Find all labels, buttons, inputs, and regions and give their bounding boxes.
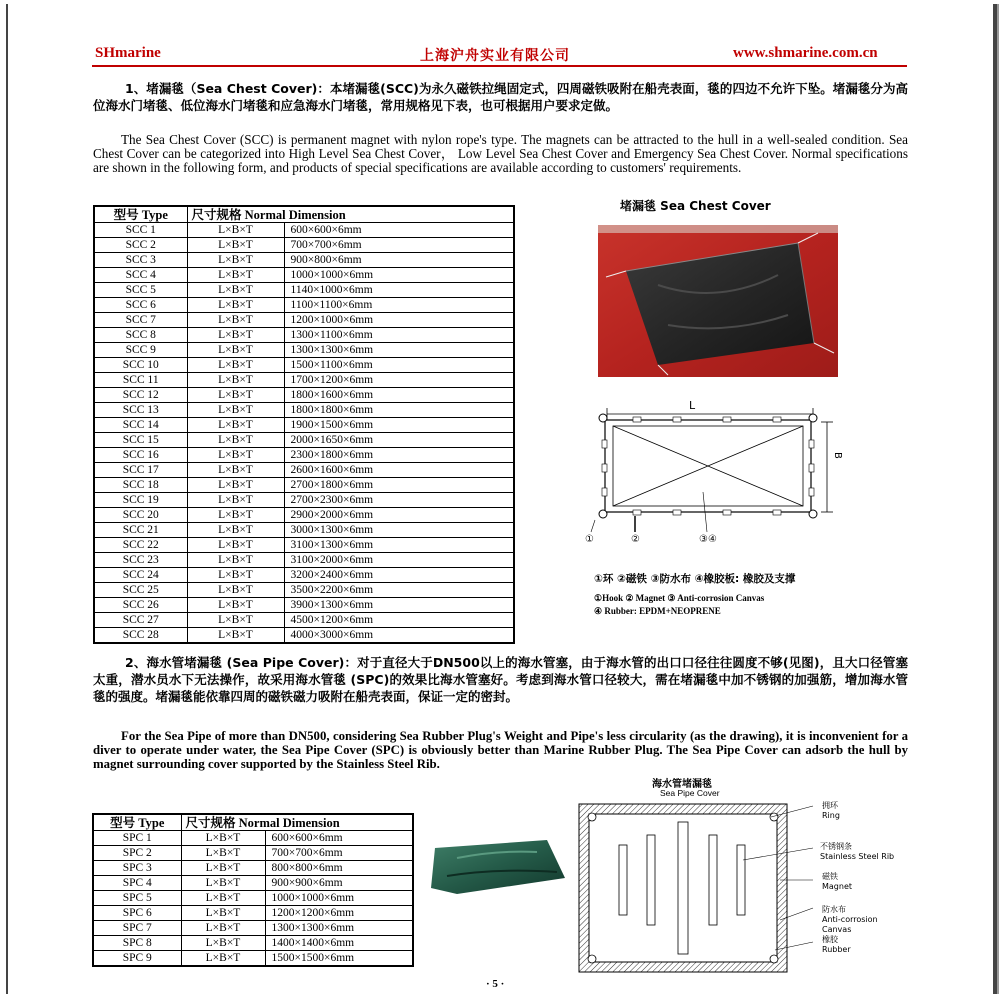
scc-legend-en-1: ①Hook ② Magnet ③ Anti-corrosion Canvas <box>594 593 765 603</box>
cell-lbt: L×B×T <box>187 433 284 448</box>
table-row <box>94 403 514 418</box>
spc-label-magnet-cn: 磁铁 <box>822 872 838 881</box>
cell-dimension: 700×700×6mm <box>265 846 413 861</box>
cell-lbt: L×B×T <box>187 478 284 493</box>
cell-dimension: 3100×2000×6mm <box>284 553 514 568</box>
spc-label-rib-cn: 不锈钢条 <box>820 842 852 851</box>
callout-2: ② <box>631 534 640 545</box>
spc-label-magnet <box>822 872 852 892</box>
table-row <box>94 478 514 493</box>
cell-dimension: 1300×1300×6mm <box>284 343 514 358</box>
spc-label-ring <box>822 801 840 821</box>
cell-dimension: 1800×1800×6mm <box>284 403 514 418</box>
cell-type: SPC 1 <box>93 831 181 846</box>
table-row <box>94 283 514 298</box>
table-row <box>93 906 413 921</box>
table-row <box>94 253 514 268</box>
cell-type: SPC 5 <box>93 891 181 906</box>
cell-dimension: 1200×1200×6mm <box>265 906 413 921</box>
cell-lbt: L×B×T <box>187 613 284 628</box>
header-dimension: 尺寸规格 Normal Dimension <box>187 206 514 223</box>
cell-dimension: 600×600×6mm <box>284 223 514 238</box>
cell-dimension: 2700×2300×6mm <box>284 493 514 508</box>
cell-lbt: L×B×T <box>187 418 284 433</box>
cell-dimension: 3500×2200×6mm <box>284 583 514 598</box>
table-row <box>94 358 514 373</box>
table-row <box>94 583 514 598</box>
cell-lbt: L×B×T <box>187 268 284 283</box>
cell-type: SCC 14 <box>94 418 187 433</box>
cell-lbt: L×B×T <box>181 936 265 951</box>
table-row <box>94 313 514 328</box>
cell-dimension: 3200×2400×6mm <box>284 568 514 583</box>
cell-type: SPC 4 <box>93 876 181 891</box>
cell-lbt: L×B×T <box>181 831 265 846</box>
cell-dimension: 3000×1300×6mm <box>284 523 514 538</box>
cell-type: SCC 19 <box>94 493 187 508</box>
brand-name: SHmarine <box>95 45 161 61</box>
table-row <box>94 538 514 553</box>
cell-lbt: L×B×T <box>187 553 284 568</box>
table-row <box>94 343 514 358</box>
cell-dimension: 3100×1300×6mm <box>284 538 514 553</box>
cell-lbt: L×B×T <box>187 253 284 268</box>
header-rule <box>92 65 907 67</box>
cell-lbt: L×B×T <box>187 343 284 358</box>
cell-dimension: 1500×1500×6mm <box>265 951 413 967</box>
table-row <box>94 268 514 283</box>
cell-lbt: L×B×T <box>187 508 284 523</box>
table-row <box>94 373 514 388</box>
cell-lbt: L×B×T <box>181 876 265 891</box>
cell-type: SCC 1 <box>94 223 187 238</box>
cell-type: SPC 8 <box>93 936 181 951</box>
table-row <box>94 388 514 403</box>
cell-type: SPC 2 <box>93 846 181 861</box>
table-row <box>94 523 514 538</box>
cell-dimension: 2300×1800×6mm <box>284 448 514 463</box>
header-type: 型号 Type <box>93 814 181 831</box>
cell-lbt: L×B×T <box>187 568 284 583</box>
cell-dimension: 3900×1300×6mm <box>284 598 514 613</box>
cell-type: SCC 10 <box>94 358 187 373</box>
cell-type: SCC 12 <box>94 388 187 403</box>
table-row <box>93 846 413 861</box>
cell-dimension: 2600×1600×6mm <box>284 463 514 478</box>
cell-dimension: 1300×1100×6mm <box>284 328 514 343</box>
cell-dimension: 1400×1400×6mm <box>265 936 413 951</box>
cell-dimension: 4000×3000×6mm <box>284 628 514 644</box>
table-row <box>94 613 514 628</box>
cell-dimension: 2700×1800×6mm <box>284 478 514 493</box>
table-row <box>94 598 514 613</box>
spc-label-canvas <box>822 905 892 935</box>
label-l: L <box>689 399 696 412</box>
cell-lbt: L×B×T <box>181 906 265 921</box>
cell-type: SCC 27 <box>94 613 187 628</box>
cell-dimension: 900×800×6mm <box>284 253 514 268</box>
spc-diagram-title-cn: 海水管堵漏毯 <box>652 779 712 790</box>
table-row <box>94 493 514 508</box>
cell-dimension: 1500×1100×6mm <box>284 358 514 373</box>
table-row <box>94 463 514 478</box>
cell-dimension: 1300×1300×6mm <box>265 921 413 936</box>
spc-label-rubber-cn: 橡胶 <box>822 935 838 944</box>
spc-label-ring-cn: 拥环 <box>822 801 838 810</box>
cell-dimension: 700×700×6mm <box>284 238 514 253</box>
table-row <box>94 418 514 433</box>
spc-label-rubber-en: Rubber <box>822 945 851 954</box>
cell-type: SPC 3 <box>93 861 181 876</box>
cell-lbt: L×B×T <box>187 598 284 613</box>
table-row <box>93 891 413 906</box>
cell-type: SCC 24 <box>94 568 187 583</box>
table-row <box>93 936 413 951</box>
table-row <box>94 238 514 253</box>
cell-type: SCC 15 <box>94 433 187 448</box>
cell-lbt: L×B×T <box>187 388 284 403</box>
cell-type: SCC 2 <box>94 238 187 253</box>
cell-lbt: L×B×T <box>187 223 284 238</box>
cell-type: SPC 6 <box>93 906 181 921</box>
cell-type: SCC 8 <box>94 328 187 343</box>
cell-type: SCC 28 <box>94 628 187 644</box>
cell-dimension: 1900×1500×6mm <box>284 418 514 433</box>
page-number: · 5 · <box>486 978 505 990</box>
section1-cn-paragraph: 1、堵漏毯（Sea Chest Cover)：本堵漏毯(SCC)为永久磁铁拉绳固定式，四周磁铁吸附在船壳表面，毯的四边不允许下坠。堵漏毯分为高位海水门堵毯、低位海水门堵毯和应急海水门堵毯，常用规格见下表，也可根据用户要求定做。 <box>93 81 908 113</box>
cell-type: SCC 18 <box>94 478 187 493</box>
table-row <box>94 553 514 568</box>
cell-dimension: 1140×1000×6mm <box>284 283 514 298</box>
cell-type: SCC 26 <box>94 598 187 613</box>
cell-dimension: 800×800×6mm <box>265 861 413 876</box>
cell-type: SCC 22 <box>94 538 187 553</box>
table-row <box>93 951 413 967</box>
spc-diagram <box>575 800 820 975</box>
cell-lbt: L×B×T <box>187 448 284 463</box>
table-row <box>94 628 514 644</box>
section2-en-paragraph: For the Sea Pipe of more than DN500, considering Sea Rubber Plug's Weight and Pipe's less circularity (as the drawing), it is inconvenient for a diver to operate under water, the Sea Pipe Cover (SPC) is obviously better than Marine Rubber Plug. The Sea Pipe Cover can adsorb the hull by magnet surrounding cover supported by the Stainless Steel Rib. <box>93 729 908 771</box>
cell-type: SCC 21 <box>94 523 187 538</box>
spc-label-canvas-cn: 防水布 <box>822 905 846 914</box>
spc-label-rib <box>820 842 894 862</box>
scc-legend-cn: ①环 ②磁铁 ③防水布 ④橡胶板: 橡胶及支撑 <box>594 573 796 585</box>
cell-lbt: L×B×T <box>181 861 265 876</box>
cell-dimension: 1000×1000×6mm <box>265 891 413 906</box>
cell-type: SPC 7 <box>93 921 181 936</box>
scc-diagram <box>583 392 843 547</box>
cell-dimension: 600×600×6mm <box>265 831 413 846</box>
cell-lbt: L×B×T <box>187 358 284 373</box>
spc-label-rib-en: Stainless Steel Rib <box>820 852 895 861</box>
cell-type: SCC 13 <box>94 403 187 418</box>
cell-lbt: L×B×T <box>187 583 284 598</box>
table-header-row <box>93 814 413 831</box>
cell-lbt: L×B×T <box>181 951 265 967</box>
section2-cn-paragraph: 2、海水管堵漏毯 (Sea Pipe Cover)：对于直径大于DN500以上的海水管塞，由于海水管的出口口径往往圆度不够(见图)，且大口径管塞太重，潜水员水下无法操作，故采用海水管毯 (SPC)的效果比海水管塞好。考虑到海水管口径较大，需在堵漏毯中加不锈钢的加强筋，增加海水管毯的强度。堵漏毯能依靠四周的磁铁磁力吸附在船壳表面，保证一定的密封。 <box>93 655 908 704</box>
spc-photo <box>427 838 567 896</box>
table-row <box>93 876 413 891</box>
cell-dimension: 1200×1000×6mm <box>284 313 514 328</box>
cell-lbt: L×B×T <box>187 403 284 418</box>
cell-lbt: L×B×T <box>187 538 284 553</box>
spc-spec-table <box>92 813 414 967</box>
cell-lbt: L×B×T <box>187 313 284 328</box>
cell-lbt: L×B×T <box>187 628 284 644</box>
cell-type: SCC 4 <box>94 268 187 283</box>
header-type: 型号 Type <box>94 206 187 223</box>
cell-lbt: L×B×T <box>187 463 284 478</box>
cell-type: SCC 20 <box>94 508 187 523</box>
cell-lbt: L×B×T <box>181 921 265 936</box>
cell-lbt: L×B×T <box>187 283 284 298</box>
table-row <box>94 568 514 583</box>
scc-spec-table <box>93 205 515 644</box>
website-url[interactable]: www.shmarine.com.cn <box>733 45 878 61</box>
cell-dimension: 900×900×6mm <box>265 876 413 891</box>
cell-dimension: 1700×1200×6mm <box>284 373 514 388</box>
cell-lbt: L×B×T <box>181 846 265 861</box>
cell-type: SCC 3 <box>94 253 187 268</box>
cell-lbt: L×B×T <box>187 298 284 313</box>
cell-type: SCC 7 <box>94 313 187 328</box>
table-row <box>94 223 514 238</box>
cell-dimension: 4500×1200×6mm <box>284 613 514 628</box>
cell-lbt: L×B×T <box>187 523 284 538</box>
scc-figure-caption: 堵漏毯 Sea Chest Cover <box>620 199 771 213</box>
cell-type: SCC 6 <box>94 298 187 313</box>
label-b: B <box>832 452 843 459</box>
company-name: 上海沪舟实业有限公司 <box>420 48 570 64</box>
cell-lbt: L×B×T <box>187 238 284 253</box>
cell-lbt: L×B×T <box>187 373 284 388</box>
callout-1: ① <box>585 534 594 545</box>
spc-label-magnet-en: Magnet <box>822 882 853 891</box>
cell-dimension: 1100×1100×6mm <box>284 298 514 313</box>
spc-diagram-title-en: Sea Pipe Cover <box>660 788 720 798</box>
table-row <box>94 328 514 343</box>
cell-type: SCC 25 <box>94 583 187 598</box>
callout-34: ③④ <box>699 534 717 545</box>
cell-lbt: L×B×T <box>187 328 284 343</box>
cell-type: SCC 9 <box>94 343 187 358</box>
cell-dimension: 1000×1000×6mm <box>284 268 514 283</box>
cell-type: SPC 9 <box>93 951 181 967</box>
table-row <box>94 508 514 523</box>
cell-type: SCC 16 <box>94 448 187 463</box>
cell-type: SCC 17 <box>94 463 187 478</box>
cell-dimension: 2000×1650×6mm <box>284 433 514 448</box>
header-dimension: 尺寸规格 Normal Dimension <box>181 814 413 831</box>
table-row <box>93 831 413 846</box>
table-row <box>94 433 514 448</box>
cell-lbt: L×B×T <box>181 891 265 906</box>
scc-photo <box>598 225 838 377</box>
scc-legend-en-2: ④ Rubber: EPDM+NEOPRENE <box>594 606 721 616</box>
section1-en-paragraph: The Sea Chest Cover (SCC) is permanent magnet with nylon rope's type. The magnets can be attracted to the hull in a well-sealed condition. Sea Chest Cover can be categorized into High Level Sea Chest Cover， Low Level Sea Chest Cover and Emergency Sea Chest Cover. Normal specifications are shown in the following form, and products of special specifications are available according to customers' requirements. <box>93 132 908 175</box>
cell-lbt: L×B×T <box>187 493 284 508</box>
table-row <box>94 448 514 463</box>
spc-label-ring-en: Ring <box>822 811 840 820</box>
table-header-row <box>94 206 514 223</box>
table-row <box>93 861 413 876</box>
table-row <box>93 921 413 936</box>
cell-dimension: 1800×1600×6mm <box>284 388 514 403</box>
cell-type: SCC 11 <box>94 373 187 388</box>
cell-type: SCC 5 <box>94 283 187 298</box>
spc-label-rubber <box>822 935 851 955</box>
spc-label-canvas-en: Anti-corrosion Canvas <box>822 915 878 934</box>
table-row <box>94 298 514 313</box>
cell-type: SCC 23 <box>94 553 187 568</box>
cell-dimension: 2900×2000×6mm <box>284 508 514 523</box>
